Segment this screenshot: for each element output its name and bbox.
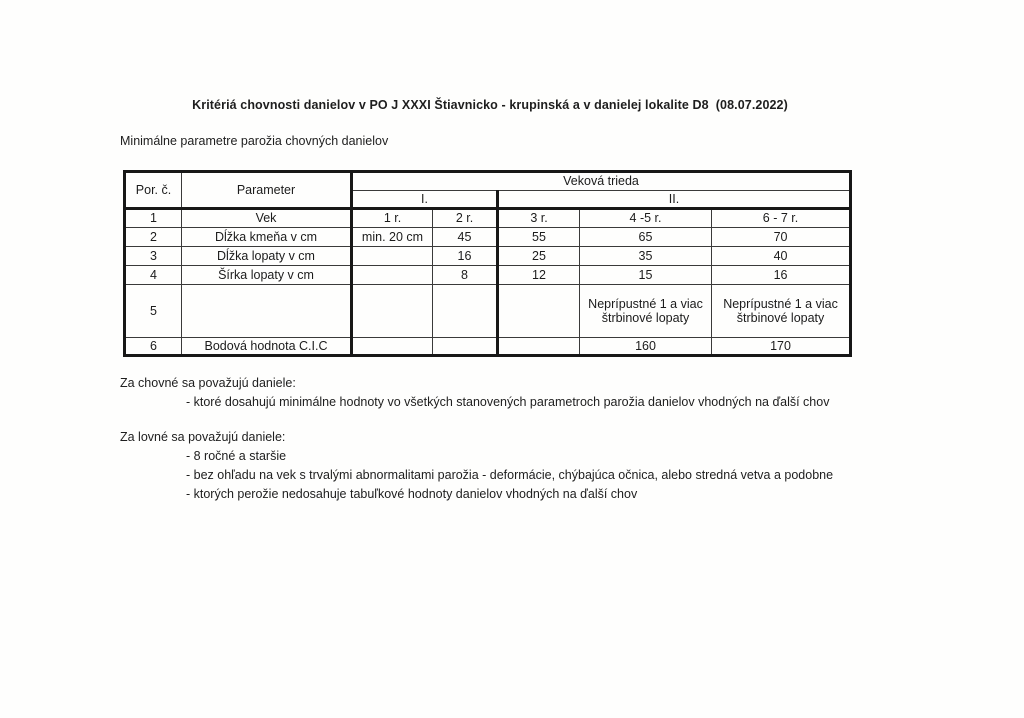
cell-age-5: 40 — [712, 247, 851, 266]
cell-age-3 — [498, 285, 580, 338]
cell-num: 5 — [125, 285, 182, 338]
table-row — [125, 209, 851, 228]
cell-param: Bodová hodnota C.I.C — [182, 338, 352, 356]
cell-param — [182, 285, 352, 338]
hunting-heading: Za lovné sa považujú daniele: — [120, 430, 286, 444]
cell-num: 4 — [125, 266, 182, 285]
cell-age-4: 65 — [580, 228, 712, 247]
header-parameter: Parameter — [182, 172, 352, 209]
header-por-c: Por. č. — [125, 172, 182, 209]
cell-age-4: 35 — [580, 247, 712, 266]
cell-age-5: 6 - 7 r. — [712, 209, 851, 228]
breeding-criteria-table — [123, 170, 852, 357]
cell-age-2 — [433, 338, 498, 356]
cell-age-5: 16 — [712, 266, 851, 285]
hunting-item: - bez ohľadu na vek s trvalými abnormalitami parožia - deformácie, chýbajúca očnica, alebo stredná vetva a podobne — [186, 468, 834, 482]
table-row — [125, 266, 851, 285]
header-group-i: I. — [352, 191, 498, 209]
cell-age-2 — [433, 285, 498, 338]
cell-age-4: 15 — [580, 266, 712, 285]
table-row — [125, 228, 851, 247]
hunting-item: - 8 ročné a staršie — [186, 449, 287, 463]
table-header-row-1 — [125, 172, 851, 191]
cell-param: Šírka lopaty v cm — [182, 266, 352, 285]
cell-age-1: 1 r. — [352, 209, 433, 228]
header-vekova-trieda: Veková trieda — [352, 172, 851, 191]
page-title: Kritériá chovnosti danielov v PO J XXXI Štiavnicko - krupinská a v danielej lokalite D8 (08.07.2022) — [192, 98, 788, 112]
page-subtitle: Minimálne parametre parožia chovných danielov — [120, 134, 389, 148]
cell-age-5: 70 — [712, 228, 851, 247]
cell-age-4: Neprípustné 1 a viac štrbinové lopaty — [580, 285, 712, 338]
cell-age-5: 170 — [712, 338, 851, 356]
table-row — [125, 338, 851, 356]
cell-param: Vek — [182, 209, 352, 228]
cell-age-2: 45 — [433, 228, 498, 247]
cell-age-1 — [352, 338, 433, 356]
cell-age-3: 25 — [498, 247, 580, 266]
breeding-heading: Za chovné sa považujú daniele: — [120, 376, 296, 390]
cell-num: 1 — [125, 209, 182, 228]
cell-num: 3 — [125, 247, 182, 266]
cell-age-4: 4 -5 r. — [580, 209, 712, 228]
hunting-item: - ktorých perožie nedosahuje tabuľkové hodnoty danielov vhodných na ďalší chov — [186, 487, 638, 501]
cell-age-1 — [352, 266, 433, 285]
header-group-ii: II. — [498, 191, 851, 209]
cell-age-3: 12 — [498, 266, 580, 285]
cell-age-3: 55 — [498, 228, 580, 247]
table-row — [125, 247, 851, 266]
cell-age-2: 2 r. — [433, 209, 498, 228]
cell-age-1: min. 20 cm — [352, 228, 433, 247]
cell-age-2: 16 — [433, 247, 498, 266]
cell-age-1 — [352, 285, 433, 338]
cell-age-4: 160 — [580, 338, 712, 356]
cell-num: 6 — [125, 338, 182, 356]
breeding-item: - ktoré dosahujú minimálne hodnoty vo všetkých stanovených parametroch parožia danielov vhodných na ďalší chov — [186, 395, 830, 409]
cell-param: Dĺžka lopaty v cm — [182, 247, 352, 266]
cell-age-2: 8 — [433, 266, 498, 285]
cell-age-3 — [498, 338, 580, 356]
cell-num: 2 — [125, 228, 182, 247]
table-row — [125, 285, 851, 338]
cell-age-5: Neprípustné 1 a viac štrbinové lopaty — [712, 285, 851, 338]
cell-age-3: 3 r. — [498, 209, 580, 228]
cell-age-1 — [352, 247, 433, 266]
cell-param: Dĺžka kmeňa v cm — [182, 228, 352, 247]
